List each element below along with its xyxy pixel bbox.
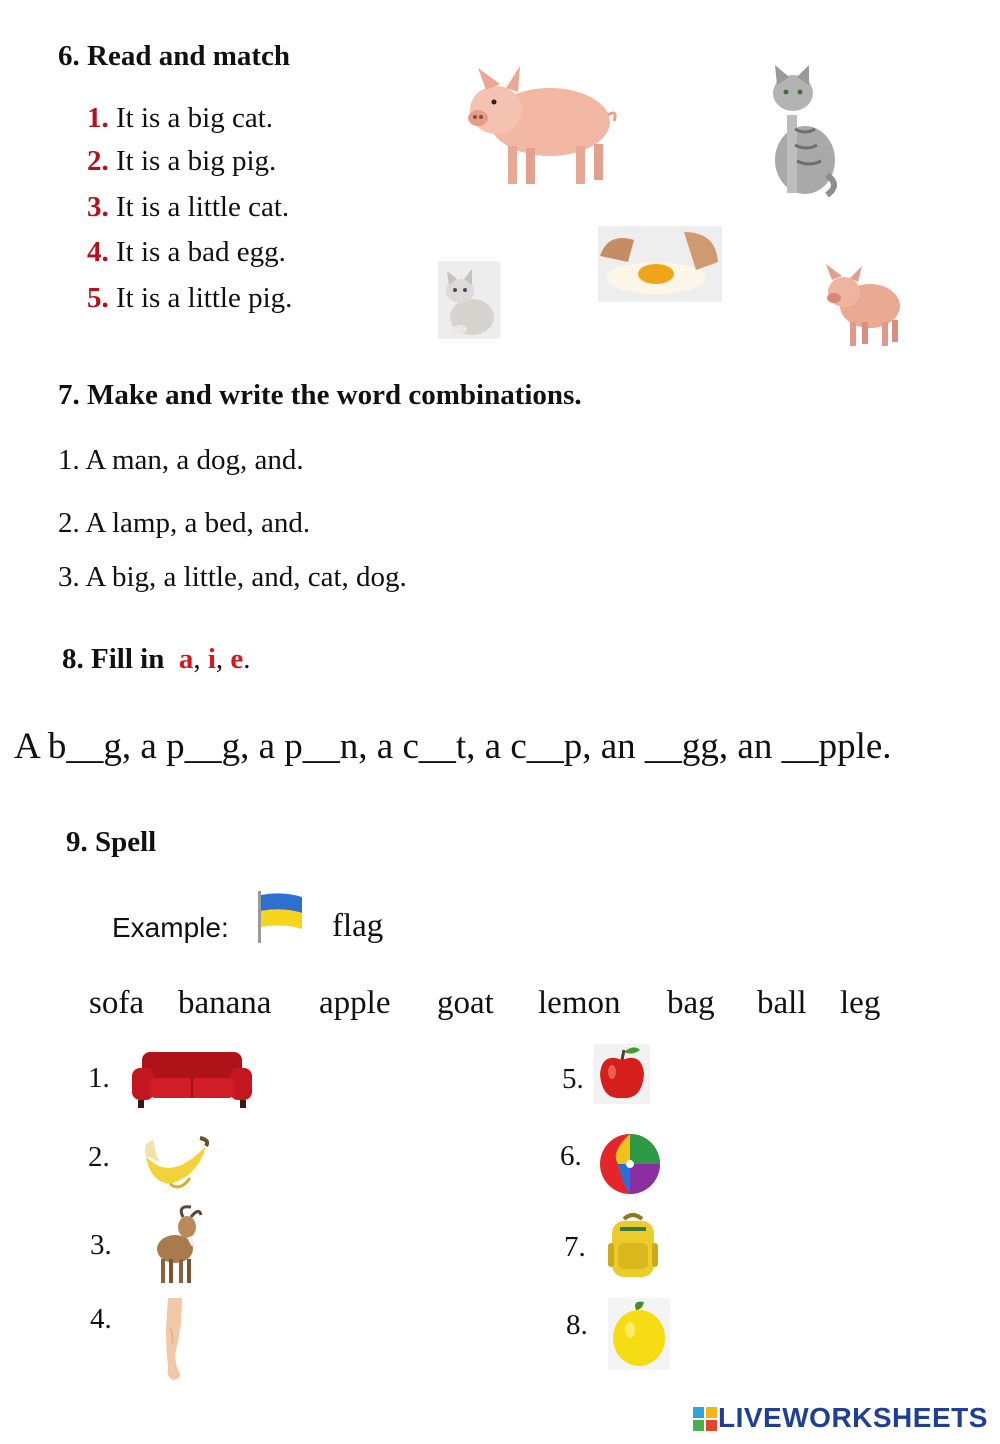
ball-icon[interactable] [598, 1132, 662, 1196]
combination-item-1: 1. A man, a dog, and. [58, 444, 304, 476]
section-8-title: 8. Fill in a, i, e. [62, 643, 251, 675]
match-item-1: 1. It is a big cat. [87, 102, 274, 134]
lemon-icon[interactable] [608, 1298, 670, 1370]
spell-number-7: 7. [564, 1231, 586, 1263]
match-item-4: 4. It is a bad egg. [87, 236, 286, 268]
letter-i: i [207, 643, 216, 675]
bad-egg-picture[interactable] [598, 226, 722, 302]
spell-number-8: 8. [566, 1309, 588, 1341]
word-bank-item: lemon [538, 985, 621, 1021]
combination-item-2: 2. A lamp, a bed, and. [58, 507, 311, 539]
spell-number-1: 1. [88, 1062, 110, 1094]
word-bank-item: sofa [89, 985, 144, 1021]
spell-number-4: 4. [90, 1303, 112, 1335]
match-item-2: 2. It is a big pig. [87, 145, 277, 177]
letter-e: e [230, 643, 244, 675]
combination-item-3: 3. A big, a little, and, cat, dog. [58, 561, 407, 593]
spell-number-3: 3. [90, 1229, 112, 1261]
word-bank-item: goat [437, 985, 494, 1021]
liveworksheets-logo[interactable]: LIVEWORKSHEETS [718, 1402, 988, 1433]
word-bank-item: ball [757, 985, 807, 1021]
goat-icon[interactable] [147, 1205, 203, 1285]
word-bank-item: apple [319, 985, 391, 1021]
letter-a: a [178, 643, 194, 675]
section-6-title: 6. Read and match [58, 40, 291, 72]
backpack-icon[interactable] [606, 1213, 660, 1279]
section-9-title: 9. Spell [66, 826, 157, 858]
example-label: Example: [112, 912, 229, 943]
liveworksheets-logo-icon [693, 1407, 717, 1431]
spell-number-2: 2. [88, 1141, 110, 1173]
little-pig-picture[interactable] [820, 262, 906, 348]
section-7-title: 7. Make and write the word combinations. [58, 379, 582, 411]
big-cat-picture[interactable] [765, 65, 840, 197]
spell-number-6: 6. [560, 1140, 582, 1172]
big-pig-picture[interactable] [458, 60, 618, 190]
fill-in-sentence: A b__g, a p__g, a p__n, a c__t, a c__p, an __gg, an __pple. [14, 726, 892, 767]
banana-icon[interactable] [140, 1132, 212, 1192]
spell-number-5: 5. [562, 1063, 584, 1095]
leg-icon[interactable] [160, 1298, 190, 1382]
apple-icon[interactable] [594, 1044, 650, 1104]
little-cat-picture[interactable] [438, 261, 500, 339]
word-bank-item: banana [178, 985, 272, 1021]
sofa-icon[interactable] [128, 1048, 256, 1110]
word-bank-item: bag [667, 985, 715, 1021]
ukraine-flag-icon [258, 891, 304, 943]
match-item-3: 3. It is a little cat. [87, 191, 290, 223]
example-word: flag [332, 908, 384, 944]
word-bank [0, 985, 1000, 1025]
match-item-5: 5. It is a little pig. [87, 282, 293, 314]
word-bank-item: leg [840, 985, 881, 1021]
